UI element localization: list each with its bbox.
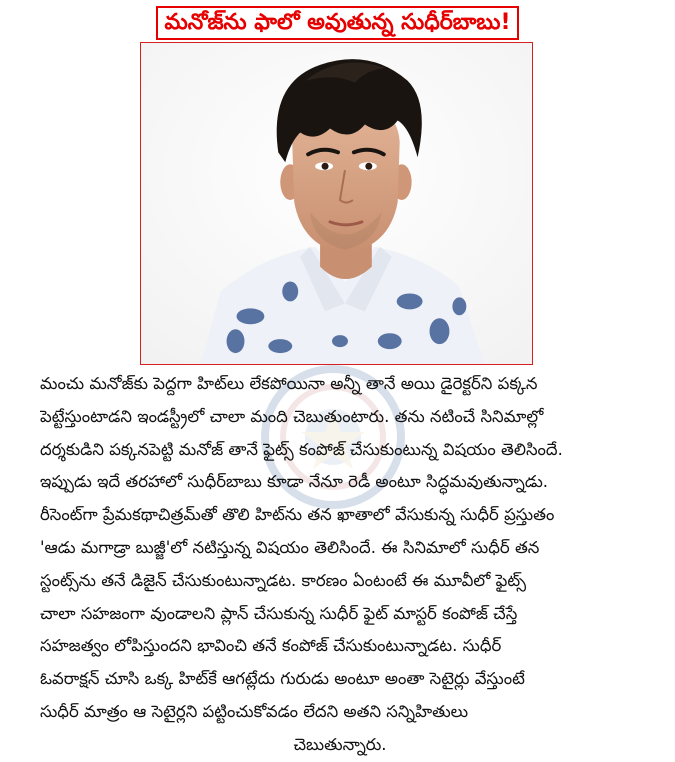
article-line: సుధీర్ మాత్రం ఆ సెటైర్లని పట్టించుకోవడం లేదని అతని సన్నిహితులు	[40, 701, 469, 721]
article-line: సహజత్వం లోపిస్తుందని భావించి తనే కంపోజ్ చేసుకుంటున్నాడట. సుధీర్	[40, 636, 502, 656]
article-body	[40, 368, 640, 762]
article-line: స్టంట్స్‌ను తనే డిజైన్ చేసుకుంటున్నాడట. కారణం ఏంటంటే ఈ మూవీలో ఫైట్స్	[40, 570, 527, 590]
article-line: దర్శకుడిని పక్కనపెట్టి మనోజ్ తానే ఫైట్స్ కంపోజ్ చేసుకుంటున్న విషయం తెలిసిందే.	[40, 439, 563, 459]
article-line: చాలా సహజంగా వుండాలని ప్లాన్ చేసుకున్న సుధీర్ ఫైట్ మాస్టర్ కంపోజ్ చేస్తే	[40, 603, 518, 623]
actor-portrait-image	[141, 43, 532, 364]
headline: మనోజ్‌ను ఫాలో అవుతున్న సుధీర్‌బాబు!	[156, 6, 518, 40]
article-photo	[140, 42, 533, 365]
article-line: రీసెంట్‌గా ప్రేమకథాచిత్రమ్‌తో తొలి హిట్‌ను తన ఖాతాలో వేసుకున్న సుధీర్ ప్రస్తుతం	[40, 505, 555, 525]
article-line: ఇప్పుడు ఇదే తరహాలో సుధీర్‌బాబు కూడా నేనూ రెడీ అంటూ సిద్ధమవుతున్నాడు.	[40, 472, 549, 492]
article-line: పెట్టేస్తుంటాడని ఇండస్ట్రీలో చాలా మంది చెబుతుంటారు. తను నటించే సినిమాల్లో	[40, 406, 544, 426]
article-line: 'ఆడు మగాడ్రా బుజ్జీ'లో నటిస్తున్న విషయం తెలిసిందే. ఈ సినిమాలో సుధీర్ తన	[40, 537, 540, 557]
article-line: మంచు మనోజ్‌కు పెద్దగా హిట్‌లు లేకపోయినా అన్నీ తానే అయి డైరెక్టర్‌ని పక్కన	[40, 374, 538, 393]
article-line: చెబుతున్నారు.	[293, 734, 387, 754]
headline-container	[0, 6, 675, 40]
article-line: ఓవరాక్షన్ చూసి ఒక్క హిట్‌కే ఆగట్లేదు గురుడు అంటూ అంతా సెటైర్లు వేస్తుంటే	[40, 669, 525, 689]
